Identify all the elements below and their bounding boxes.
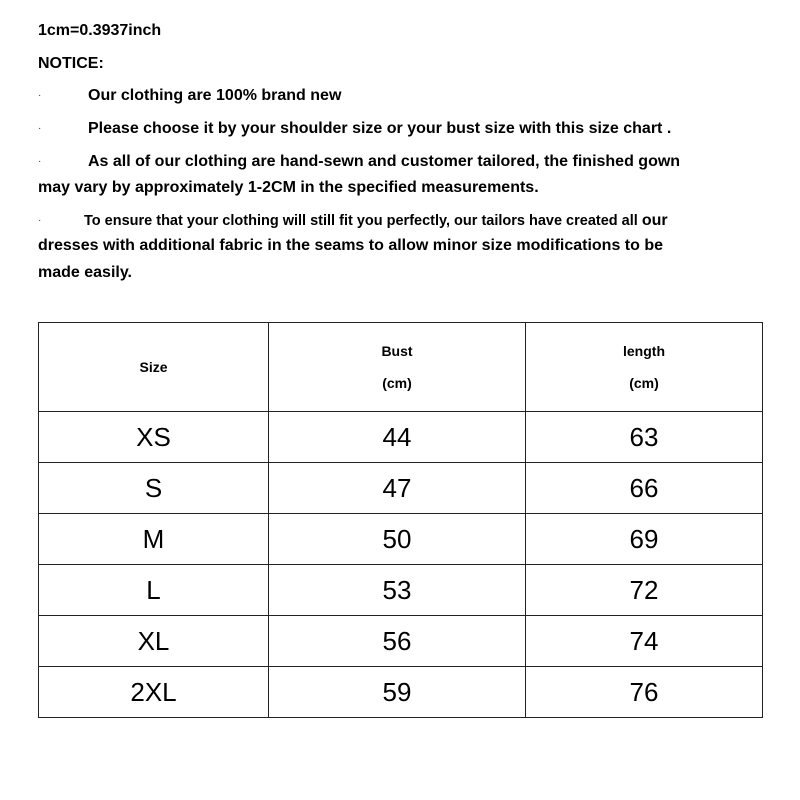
size-chart-table — [38, 322, 763, 718]
table-row — [39, 667, 763, 718]
cell-bust: 50 — [269, 514, 526, 565]
bullet-mark: · — [38, 90, 42, 101]
table-header-row — [39, 323, 763, 412]
notice-title: NOTICE: — [38, 55, 104, 72]
table-row — [39, 616, 763, 667]
note-line-3: As all of our clothing are hand-sewn and customer tailored, the finished gown — [88, 153, 681, 170]
cell-bust: 47 — [269, 463, 526, 514]
table-row — [39, 412, 763, 463]
cell-size: XL — [39, 616, 269, 667]
cell-length: 76 — [526, 667, 763, 718]
header-bust-label: Bust — [381, 343, 413, 359]
cell-bust: 59 — [269, 667, 526, 718]
cell-size: M — [39, 514, 269, 565]
table-row — [39, 463, 763, 514]
cell-bust: 44 — [269, 412, 526, 463]
cell-length: 74 — [526, 616, 763, 667]
header-length-label: length — [623, 343, 665, 359]
bullet-mark: · — [38, 156, 42, 167]
cell-size: S — [39, 463, 269, 514]
bullet-mark: · — [38, 215, 42, 226]
cell-length: 66 — [526, 463, 763, 514]
cell-length: 69 — [526, 514, 763, 565]
note-line-3-cont: may vary by approximately 1-2CM in the specified measurements. — [38, 179, 539, 196]
header-bust-unit: (cm) — [382, 375, 412, 391]
header-size: Size — [39, 323, 269, 412]
note-line-4-text: To ensure that your clothing will still fit you perfectly, our tailors have created all — [84, 213, 638, 229]
conversion-text: 1cm=0.3937inch — [38, 22, 162, 39]
note-line-2: Please choose it by your shoulder size or your bust size with this size chart . — [88, 120, 672, 137]
cell-bust: 56 — [269, 616, 526, 667]
cell-bust: 53 — [269, 565, 526, 616]
table-row — [39, 565, 763, 616]
note-line-4-cont: dresses with additional fabric in the seams to allow minor size modifications to be — [38, 237, 664, 254]
header-bust — [269, 323, 526, 412]
note-line-4-end-line: made easily. — [38, 264, 132, 281]
cell-length: 63 — [526, 412, 763, 463]
table-row — [39, 514, 763, 565]
note-line-4-end: our — [641, 212, 668, 229]
bullet-mark: · — [38, 123, 42, 134]
cell-size: XS — [39, 412, 269, 463]
header-length-unit: (cm) — [629, 375, 659, 391]
note-line-4 — [84, 212, 668, 230]
cell-size: 2XL — [39, 667, 269, 718]
note-line-1: Our clothing are 100% brand new — [88, 87, 342, 104]
cell-size: L — [39, 565, 269, 616]
header-length — [526, 323, 763, 412]
cell-length: 72 — [526, 565, 763, 616]
